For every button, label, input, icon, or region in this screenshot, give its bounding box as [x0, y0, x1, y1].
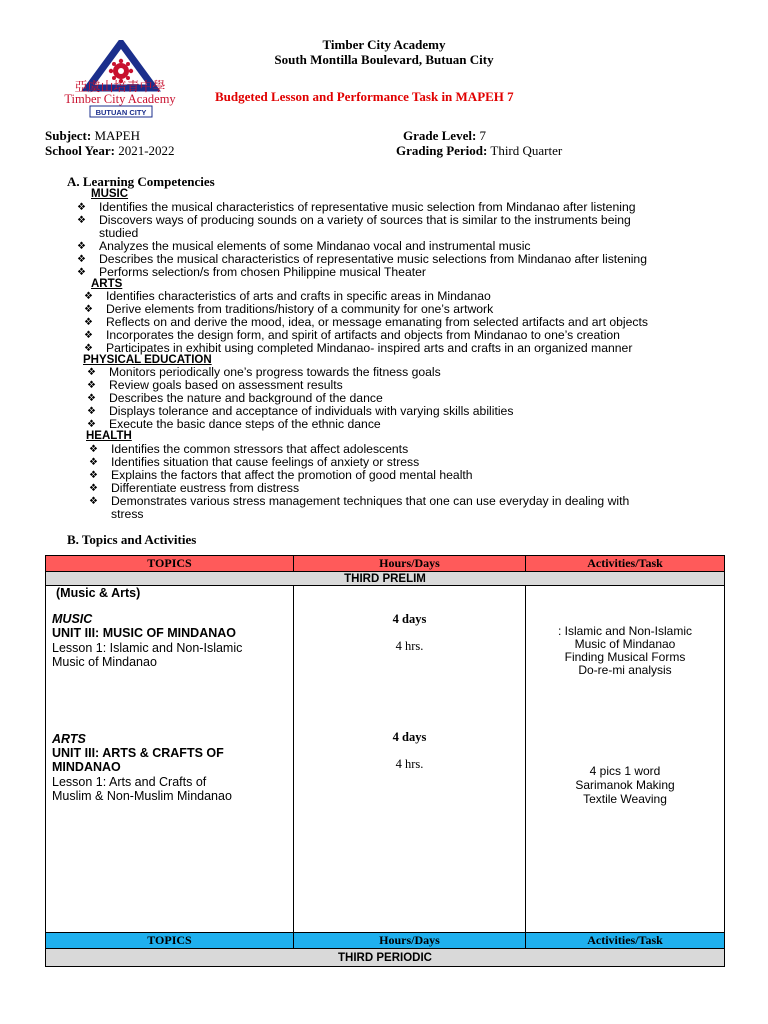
- list-item: ❖ Describes the musical characteristics of representative music selections from Mindanao after listening: [77, 252, 647, 266]
- topics-activities-table: [45, 555, 725, 967]
- col-topics-header-repeat: TOPICS: [46, 933, 294, 949]
- music-heading: MUSIC: [91, 188, 129, 200]
- list-item: ❖ Explains the factors that affect the promotion of good mental health: [89, 468, 473, 482]
- bullet-diamond-icon: ❖: [77, 202, 86, 213]
- logo-chinese-text: 亞虞山培青中學: [74, 80, 166, 95]
- school-year-label: School Year:: [45, 143, 115, 158]
- activities-cell: [526, 586, 725, 933]
- grade-value: 7: [479, 128, 487, 143]
- arts-lesson-line-1: Lesson 1: Arts and Crafts of: [52, 775, 207, 789]
- list-item: ❖ Identifies characteristics of arts and crafts in specific areas in Mindanao: [84, 289, 491, 303]
- list-item-continuation: stress: [111, 507, 144, 521]
- table-band-row: [46, 572, 725, 586]
- bullet-diamond-icon: ❖: [89, 444, 98, 455]
- list-item-continuation: studied: [99, 226, 139, 240]
- bullet-diamond-icon: ❖: [84, 330, 93, 341]
- section-b-title: B. Topics and Activities: [67, 532, 197, 547]
- list-item: ❖ Discovers ways of producing sounds on a variety of sources that is similar to the instruments being: [77, 213, 631, 227]
- arts-lesson-line-2: Muslim & Non-Muslim Mindanao: [52, 789, 232, 803]
- list-item: ❖ Incorporates the design form, and spirit of artifacts and objects from Mindanao to one’s creation: [84, 328, 620, 342]
- arts-unit-line-2: MINDANAO: [52, 760, 121, 774]
- list-item: ❖ Identifies the common stressors that affect adolescents: [89, 442, 409, 456]
- list-item: ❖ Analyzes the musical elements of some Mindanao vocal and instrumental music: [77, 239, 531, 253]
- table-header-row: [46, 933, 725, 949]
- bullet-diamond-icon: ❖: [84, 317, 93, 328]
- music-activity-4: Do-re-mi analysis: [578, 663, 672, 677]
- arts-hours: 4 hrs.: [395, 757, 424, 771]
- list-item: ❖ Differentiate eustress from distress: [89, 481, 300, 495]
- bullet-diamond-icon: ❖: [77, 215, 86, 226]
- bullet-diamond-icon: ❖: [77, 254, 86, 265]
- school-name: Timber City Academy: [322, 37, 446, 52]
- arts-competency-list: [84, 289, 648, 355]
- music-lesson-line-2: Music of Mindanao: [52, 655, 157, 669]
- list-item: ❖ Review goals based on assessment results: [87, 378, 343, 392]
- logo-name-text: Timber City Academy: [64, 92, 176, 106]
- bullet-diamond-icon: ❖: [87, 393, 96, 404]
- arts-heading: ARTS: [91, 278, 123, 290]
- subject-value: MAPEH: [94, 128, 140, 143]
- bullet-diamond-icon: ❖: [84, 343, 93, 354]
- band-third-prelim: THIRD PRELIM: [46, 572, 725, 586]
- music-competency-list: [77, 200, 647, 279]
- arts-label: ARTS: [52, 732, 86, 746]
- school-year-value: 2021-2022: [118, 143, 175, 158]
- pe-competency-list: [87, 365, 514, 431]
- music-hours: 4 hrs.: [395, 639, 424, 653]
- grade-line: [403, 128, 486, 144]
- col-hours-header: Hours/Days: [294, 556, 526, 572]
- table-header-row: [46, 556, 725, 572]
- col-activities-header-repeat: Activities/Task: [526, 933, 725, 949]
- bullet-diamond-icon: ❖: [77, 267, 86, 278]
- group-label: (Music & Arts): [56, 586, 141, 600]
- bullet-diamond-icon: ❖: [89, 496, 98, 507]
- school-year-line: [45, 143, 175, 159]
- list-item: ❖ Monitors periodically one’s progress towards the fitness goals: [87, 365, 441, 379]
- col-activities-header: Activities/Task: [526, 556, 725, 572]
- health-heading: HEALTH: [86, 430, 132, 442]
- table-band-row: [46, 949, 725, 967]
- bullet-diamond-icon: ❖: [89, 483, 98, 494]
- school-address: South Montilla Boulevard, Butuan City: [274, 52, 494, 67]
- music-lesson-line-1: Lesson 1: Islamic and Non-Islamic: [52, 641, 243, 655]
- list-item: ❖ Describes the nature and background of the dance: [87, 391, 383, 405]
- music-activity-3: Finding Musical Forms: [564, 650, 686, 664]
- col-hours-header-repeat: Hours/Days: [294, 933, 526, 949]
- subject-label: Subject:: [45, 128, 92, 143]
- list-item: ❖ Participates in exhibit using completed Mindanao- inspired arts and crafts in an organized manner: [84, 341, 633, 355]
- arts-activity-3: Textile Weaving: [583, 792, 667, 806]
- bullet-diamond-icon: ❖: [77, 241, 86, 252]
- list-item: ❖ Reflects on and derive the mood, idea, or message emanating from selected artifacts and art objects: [84, 315, 648, 329]
- arts-activity-1: 4 pics 1 word: [589, 764, 661, 778]
- bullet-diamond-icon: ❖: [89, 470, 98, 481]
- bullet-diamond-icon: ❖: [87, 406, 96, 417]
- grading-period-line: [396, 143, 562, 159]
- list-item: ❖ Performs selection/s from chosen Philippine musical Theater: [77, 265, 426, 279]
- arts-unit-line-1: UNIT III: ARTS & CRAFTS OF: [52, 746, 224, 760]
- document-title: Budgeted Lesson and Performance Task in MAPEH 7: [215, 89, 514, 104]
- list-item: ❖ Displays tolerance and acceptance of individuals with varying skills abilities: [87, 404, 514, 418]
- bullet-diamond-icon: ❖: [84, 304, 93, 315]
- list-item: ❖ Identifies situation that cause feelings of anxiety or stress: [89, 455, 420, 469]
- bullet-diamond-icon: ❖: [84, 291, 93, 302]
- arts-activity-2: Sarimanok Making: [575, 778, 675, 792]
- table-row: [46, 586, 725, 933]
- list-item: ❖ Execute the basic dance steps of the ethnic dance: [87, 417, 381, 431]
- list-item: ❖ Derive elements from traditions/history of a community for one’s artwork: [84, 302, 494, 316]
- music-label: MUSIC: [52, 612, 93, 626]
- pe-heading: PHYSICAL EDUCATION: [83, 354, 212, 366]
- grading-period-value: Third Quarter: [490, 143, 563, 158]
- hours-cell: [294, 586, 526, 933]
- bullet-diamond-icon: ❖: [87, 380, 96, 391]
- grading-period-label: Grading Period:: [396, 143, 488, 158]
- topics-cell: [46, 586, 294, 933]
- grade-label: Grade Level:: [403, 128, 477, 143]
- health-competency-list: [89, 442, 630, 521]
- music-activity-1: : Islamic and Non-Islamic: [557, 624, 693, 638]
- logo-city-text: BUTUAN CITY: [95, 108, 147, 117]
- music-activity-2: Music of Mindanao: [574, 637, 676, 651]
- arts-days: 4 days: [392, 730, 427, 744]
- bullet-diamond-icon: ❖: [87, 419, 96, 430]
- band-third-periodic: THIRD PERIODIC: [46, 949, 725, 967]
- subject-line: [45, 128, 140, 144]
- music-days: 4 days: [392, 612, 427, 626]
- list-item: ❖ Identifies the musical characteristics of representative music selection from Mindanao after listening: [77, 200, 636, 214]
- section-a-title: A. Learning Competencies: [67, 174, 215, 189]
- music-unit: UNIT III: MUSIC OF MINDANAO: [52, 626, 237, 640]
- bullet-diamond-icon: ❖: [89, 457, 98, 468]
- bullet-diamond-icon: ❖: [87, 367, 96, 378]
- col-topics-header: TOPICS: [46, 556, 294, 572]
- list-item: ❖ Demonstrates various stress management techniques that one can use everyday in dealing with: [89, 494, 630, 508]
